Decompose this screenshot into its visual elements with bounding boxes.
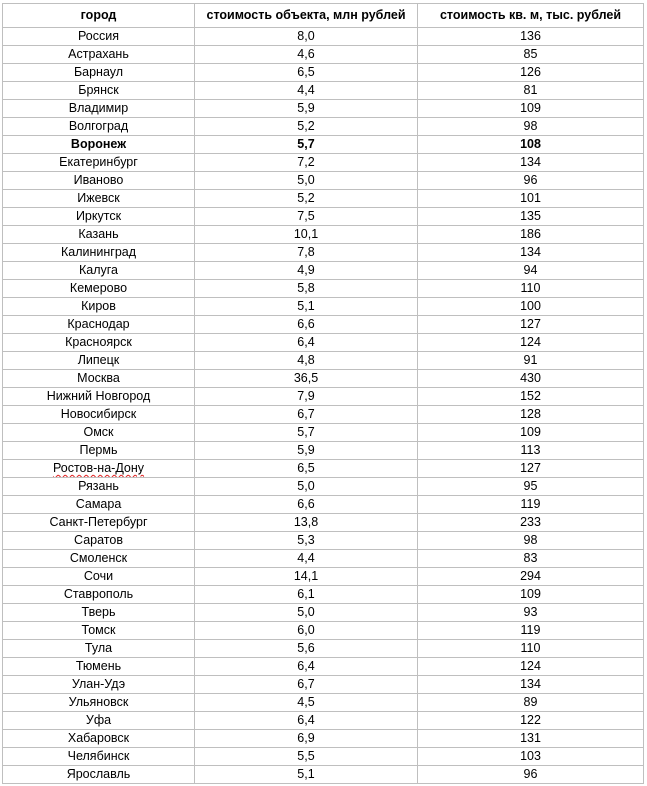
table-row (3, 604, 644, 622)
cell-object-price: 6,6 (195, 496, 418, 514)
header-object-price: стоимость объекта, млн рублей (195, 4, 418, 28)
cell-sqm-price: 233 (418, 514, 644, 532)
cell-object-price: 6,7 (195, 406, 418, 424)
cell-object-price: 7,8 (195, 244, 418, 262)
table-row (3, 406, 644, 424)
cell-sqm-price: 109 (418, 586, 644, 604)
cell-city: Пермь (3, 442, 195, 460)
table-row (3, 676, 644, 694)
cell-city: Воронеж (3, 136, 195, 154)
cell-city: Омск (3, 424, 195, 442)
table-row (3, 262, 644, 280)
cell-object-price: 5,2 (195, 190, 418, 208)
cell-sqm-price: 96 (418, 172, 644, 190)
cell-sqm-price: 108 (418, 136, 644, 154)
table-row (3, 136, 644, 154)
cell-object-price: 4,4 (195, 550, 418, 568)
cell-city: Уфа (3, 712, 195, 730)
table-row (3, 694, 644, 712)
table-row (3, 352, 644, 370)
cell-city: Челябинск (3, 748, 195, 766)
table-row (3, 550, 644, 568)
cell-city: Тверь (3, 604, 195, 622)
city-price-table (2, 3, 644, 784)
cell-object-price: 5,2 (195, 118, 418, 136)
table-row (3, 586, 644, 604)
cell-object-price: 4,4 (195, 82, 418, 100)
cell-object-price: 6,6 (195, 316, 418, 334)
cell-sqm-price: 134 (418, 244, 644, 262)
cell-object-price: 4,9 (195, 262, 418, 280)
cell-sqm-price: 127 (418, 460, 644, 478)
header-city: город (3, 4, 195, 28)
cell-sqm-price: 83 (418, 550, 644, 568)
cell-city: Санкт-Петербург (3, 514, 195, 532)
cell-object-price: 6,4 (195, 712, 418, 730)
table-body (3, 28, 644, 784)
cell-object-price: 10,1 (195, 226, 418, 244)
cell-object-price: 5,1 (195, 766, 418, 784)
cell-sqm-price: 152 (418, 388, 644, 406)
table-row (3, 100, 644, 118)
cell-sqm-price: 113 (418, 442, 644, 460)
table-row (3, 514, 644, 532)
table-row (3, 316, 644, 334)
table-row (3, 280, 644, 298)
table-row (3, 460, 644, 478)
cell-city: Волгоград (3, 118, 195, 136)
cell-object-price: 36,5 (195, 370, 418, 388)
cell-object-price: 5,0 (195, 478, 418, 496)
cell-sqm-price: 98 (418, 532, 644, 550)
cell-sqm-price: 103 (418, 748, 644, 766)
cell-city: Иркутск (3, 208, 195, 226)
cell-city: Самара (3, 496, 195, 514)
cell-city: Иваново (3, 172, 195, 190)
cell-object-price: 5,9 (195, 442, 418, 460)
cell-city: Киров (3, 298, 195, 316)
cell-sqm-price: 119 (418, 622, 644, 640)
cell-sqm-price: 110 (418, 280, 644, 298)
cell-sqm-price: 131 (418, 730, 644, 748)
table-row (3, 334, 644, 352)
table-row (3, 370, 644, 388)
cell-city: Краснодар (3, 316, 195, 334)
cell-sqm-price: 294 (418, 568, 644, 586)
cell-city: Хабаровск (3, 730, 195, 748)
cell-city: Астрахань (3, 46, 195, 64)
spellcheck-underlined-text: Ростов-на-Дону (52, 461, 145, 475)
cell-city: Ульяновск (3, 694, 195, 712)
cell-sqm-price: 101 (418, 190, 644, 208)
cell-object-price: 5,5 (195, 748, 418, 766)
cell-city: Красноярск (3, 334, 195, 352)
cell-city: Липецк (3, 352, 195, 370)
cell-sqm-price: 127 (418, 316, 644, 334)
cell-object-price: 7,2 (195, 154, 418, 172)
table-row (3, 28, 644, 46)
cell-object-price: 6,4 (195, 334, 418, 352)
table-row (3, 712, 644, 730)
cell-city (3, 460, 195, 478)
cell-sqm-price: 95 (418, 478, 644, 496)
cell-sqm-price: 94 (418, 262, 644, 280)
cell-object-price: 5,9 (195, 100, 418, 118)
cell-city: Кемерово (3, 280, 195, 298)
table-row (3, 208, 644, 226)
cell-sqm-price: 126 (418, 64, 644, 82)
table-row (3, 442, 644, 460)
cell-object-price: 6,4 (195, 658, 418, 676)
cell-city: Смоленск (3, 550, 195, 568)
table-row (3, 46, 644, 64)
table-row (3, 568, 644, 586)
cell-sqm-price: 135 (418, 208, 644, 226)
cell-sqm-price: 430 (418, 370, 644, 388)
cell-object-price: 6,5 (195, 460, 418, 478)
table-row (3, 424, 644, 442)
table-row (3, 622, 644, 640)
cell-city: Москва (3, 370, 195, 388)
cell-city: Россия (3, 28, 195, 46)
cell-object-price: 6,0 (195, 622, 418, 640)
cell-city: Ставрополь (3, 586, 195, 604)
table-row (3, 118, 644, 136)
table-row (3, 64, 644, 82)
cell-sqm-price: 186 (418, 226, 644, 244)
cell-city: Барнаул (3, 64, 195, 82)
cell-object-price: 6,9 (195, 730, 418, 748)
cell-sqm-price: 134 (418, 154, 644, 172)
cell-sqm-price: 98 (418, 118, 644, 136)
cell-object-price: 5,3 (195, 532, 418, 550)
table-row (3, 640, 644, 658)
cell-sqm-price: 128 (418, 406, 644, 424)
cell-city: Томск (3, 622, 195, 640)
cell-object-price: 8,0 (195, 28, 418, 46)
cell-sqm-price: 124 (418, 334, 644, 352)
table-row (3, 766, 644, 784)
table-row (3, 532, 644, 550)
cell-sqm-price: 85 (418, 46, 644, 64)
cell-city: Тула (3, 640, 195, 658)
cell-sqm-price: 100 (418, 298, 644, 316)
cell-object-price: 5,7 (195, 424, 418, 442)
cell-city: Тюмень (3, 658, 195, 676)
cell-sqm-price: 136 (418, 28, 644, 46)
cell-sqm-price: 110 (418, 640, 644, 658)
cell-object-price: 5,6 (195, 640, 418, 658)
table-row (3, 172, 644, 190)
cell-city: Калуга (3, 262, 195, 280)
cell-object-price: 6,5 (195, 64, 418, 82)
cell-sqm-price: 124 (418, 658, 644, 676)
cell-city: Улан-Удэ (3, 676, 195, 694)
cell-object-price: 13,8 (195, 514, 418, 532)
cell-object-price: 6,7 (195, 676, 418, 694)
cell-city: Сочи (3, 568, 195, 586)
table-row (3, 658, 644, 676)
cell-sqm-price: 119 (418, 496, 644, 514)
cell-city: Брянск (3, 82, 195, 100)
cell-city: Ижевск (3, 190, 195, 208)
cell-city: Калининград (3, 244, 195, 262)
cell-city: Саратов (3, 532, 195, 550)
table-row (3, 730, 644, 748)
table-row (3, 478, 644, 496)
cell-object-price: 5,8 (195, 280, 418, 298)
cell-object-price: 14,1 (195, 568, 418, 586)
cell-city: Екатеринбург (3, 154, 195, 172)
cell-sqm-price: 91 (418, 352, 644, 370)
table-row (3, 298, 644, 316)
table-row (3, 244, 644, 262)
cell-object-price: 6,1 (195, 586, 418, 604)
cell-sqm-price: 122 (418, 712, 644, 730)
cell-city: Казань (3, 226, 195, 244)
header-sqm-price: стоимость кв. м, тыс. рублей (418, 4, 644, 28)
table-row (3, 748, 644, 766)
cell-sqm-price: 109 (418, 424, 644, 442)
table-row (3, 388, 644, 406)
table-row (3, 82, 644, 100)
table-header-row (3, 4, 644, 28)
cell-sqm-price: 93 (418, 604, 644, 622)
cell-sqm-price: 109 (418, 100, 644, 118)
table-row (3, 190, 644, 208)
cell-city: Ярославль (3, 766, 195, 784)
cell-sqm-price: 89 (418, 694, 644, 712)
table-row (3, 226, 644, 244)
cell-object-price: 7,5 (195, 208, 418, 226)
cell-object-price: 5,0 (195, 172, 418, 190)
cell-city: Владимир (3, 100, 195, 118)
cell-sqm-price: 134 (418, 676, 644, 694)
cell-object-price: 4,5 (195, 694, 418, 712)
cell-object-price: 5,1 (195, 298, 418, 316)
table-row (3, 154, 644, 172)
cell-object-price: 5,0 (195, 604, 418, 622)
cell-object-price: 4,8 (195, 352, 418, 370)
cell-sqm-price: 81 (418, 82, 644, 100)
cell-sqm-price: 96 (418, 766, 644, 784)
table-row (3, 496, 644, 514)
cell-city: Новосибирск (3, 406, 195, 424)
cell-object-price: 7,9 (195, 388, 418, 406)
cell-city: Нижний Новгород (3, 388, 195, 406)
cell-city: Рязань (3, 478, 195, 496)
cell-object-price: 5,7 (195, 136, 418, 154)
cell-object-price: 4,6 (195, 46, 418, 64)
